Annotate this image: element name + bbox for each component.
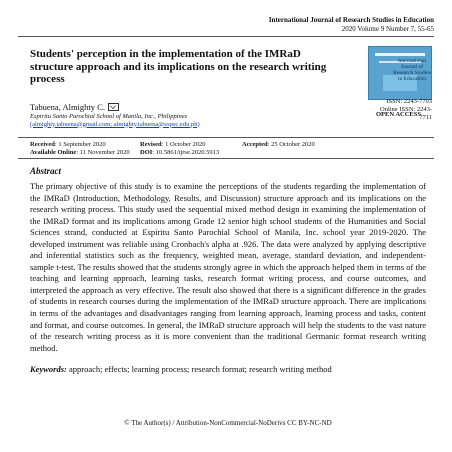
keywords-line bbox=[30, 364, 426, 374]
article-dates bbox=[30, 141, 426, 157]
envelope-icon[interactable] bbox=[108, 103, 119, 111]
header-divider bbox=[18, 36, 434, 37]
author-affiliation: Espiritu Santo Parochial School of Manila, Inc., Philippines bbox=[30, 113, 188, 120]
open-access-label: OPEN ACCESS bbox=[376, 111, 421, 118]
cover-title: International Journal of Research Studies in Education bbox=[393, 58, 431, 82]
dates-bottom-divider bbox=[18, 158, 434, 159]
abstract-heading: Abstract bbox=[30, 166, 62, 176]
issn-block bbox=[368, 98, 432, 122]
accepted-date: : 25 October 2020 bbox=[267, 141, 315, 148]
keywords-label: Keywords: bbox=[30, 364, 67, 374]
article-title: Students' perception in the implementation of the IMRaD structure approach and its implications on the research writing process bbox=[30, 48, 327, 85]
doi-label: DOI bbox=[140, 148, 153, 156]
author-line bbox=[30, 102, 119, 112]
available-date: : 11 November 2020 bbox=[76, 148, 130, 156]
abstract-body: The primary objective of this study is to examine the perceptions of the students regarding the implementation of the IMRaD (Introduction, Methodology, Results, and Discussion) structure approach and its implications on the research writing process. This study used the sequential mixed method design in examining the implementation of the IMRaD format and its implications among Grade 12 senior high school students of the Humanities and Social Sciences strand, conducted at Espiritu Santo Parochial School of Manila, Inc. school year 2019-2020. The developed instrument was reliable using Cronbach's alpha at .926. The data were analyzed by applying descriptive and inferential statistics such as the frequency, weighted mean, average, standard deviation, and independent-sample t-test. The results showed that the students strongly agree in which the approach helped them in terms of the teaching and learning approach, learning tasks, research format writing process, and course outcomes, and interpreted the approach as very effective. The result also showed that there is a significant difference in the grades of students in research courses during the implementation of the IMRaD structure approach. There are implications in terms of the advantages and disadvantages ranging from learning approach, learning process and tasks, content and format, and course outcomes. In general, the IMRaD structure approach will help the students to the vast nature of the research writing process as it is more convenient than the traditional Germanic format research writing method. bbox=[30, 181, 426, 353]
journal-header bbox=[269, 16, 434, 34]
available-label: Available Online bbox=[30, 148, 77, 156]
received-label: Received bbox=[30, 141, 55, 148]
issue-info: 2020 Volume 9 Number 7, 55-65 bbox=[341, 25, 434, 33]
revised-date: : 1 October 2020 bbox=[161, 141, 206, 148]
issn-online: Online ISSN: 2243-7711 bbox=[380, 106, 432, 121]
journal-name: International Journal of Research Studies in Education bbox=[268, 16, 434, 24]
author-name: Tabuena, Almighty C. bbox=[30, 102, 105, 112]
revised-label: Revised bbox=[140, 141, 162, 148]
received-date: : 1 September 2020 bbox=[54, 141, 106, 148]
dates-top-divider bbox=[18, 137, 434, 138]
doi-value[interactable]: : 10.5861/ijrse.2020.5913 bbox=[152, 148, 220, 156]
author-emails[interactable]: (almighty.tabuena@gmail.com; almighty.tabuena@espsc.edu.ph) bbox=[30, 120, 200, 128]
issn-print: ISSN: 2243-7703 bbox=[386, 98, 432, 105]
keywords-text: approach; effects; learning process; research format; research writing method bbox=[66, 364, 332, 374]
license-footer: © The Author(s) / Attribution-NonCommercial-NoDerivs CC BY-NC-ND bbox=[124, 419, 332, 427]
accepted-label: Accepted bbox=[242, 141, 268, 148]
